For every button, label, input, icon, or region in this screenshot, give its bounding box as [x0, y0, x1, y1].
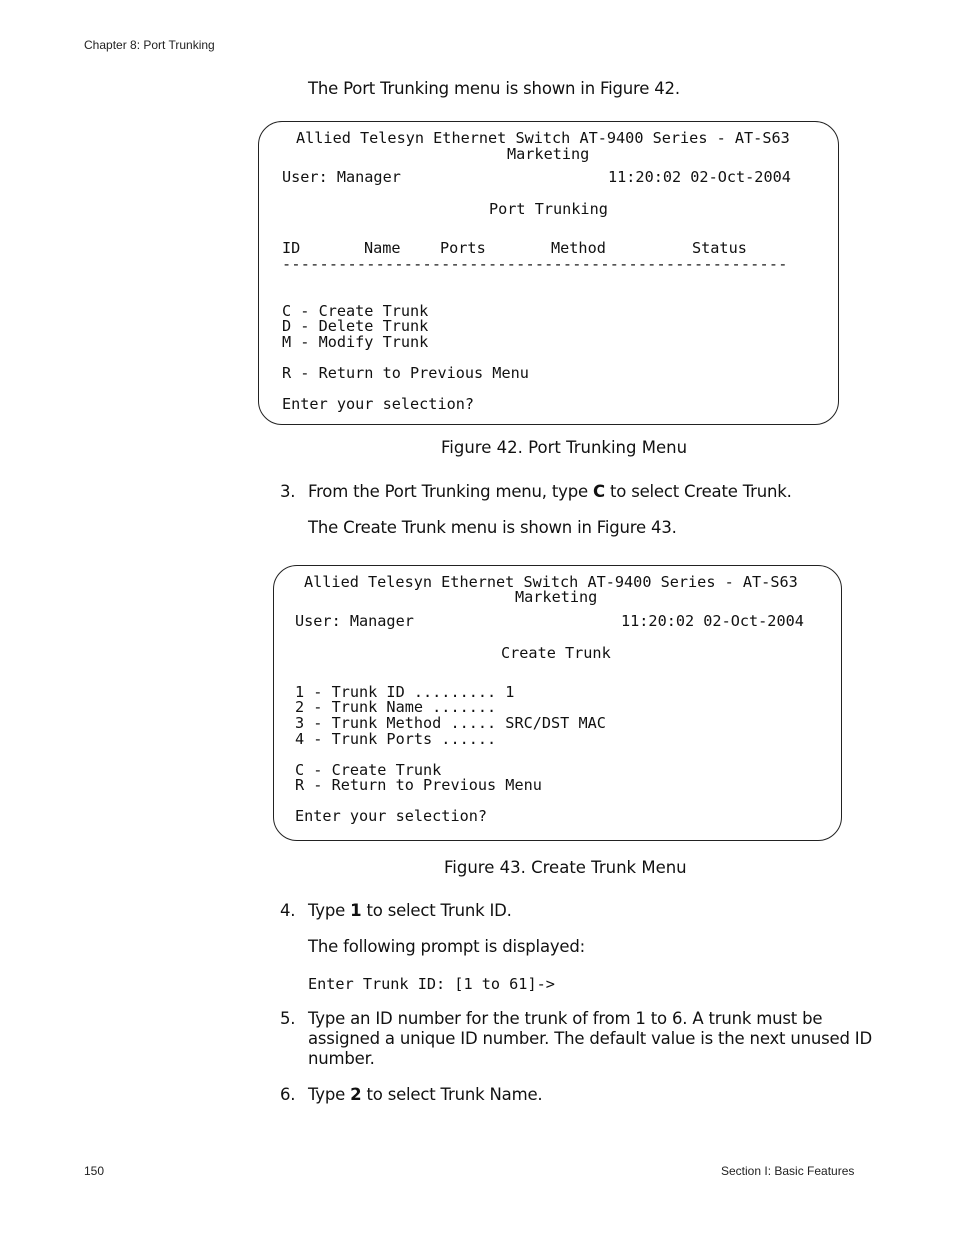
intro-text-1: The Port Trunking menu is shown in Figure 42. [308, 79, 680, 98]
terminal-user: User: Manager [295, 612, 414, 630]
step-6-number: 6. [280, 1085, 296, 1104]
intro-text-2: The Create Trunk menu is shown in Figure 43. [308, 518, 677, 537]
step-4-before: Type [308, 901, 351, 920]
selection-prompt: Enter your selection? [282, 395, 475, 413]
step-6-key: 2 [350, 1085, 362, 1104]
step-6-before: Type [308, 1085, 351, 1104]
option-delete: D - Delete Trunk [282, 317, 429, 335]
selection-prompt: Enter your selection? [295, 807, 488, 825]
figure-43-caption: Figure 43. Create Trunk Menu [444, 858, 687, 877]
step-6-text [308, 1085, 542, 1104]
terminal-title: Allied Telesyn Ethernet Switch AT-9400 Series - AT-S63 [304, 573, 798, 591]
menu-title: Port Trunking [489, 200, 608, 218]
field-trunk-name: 2 - Trunk Name ....... [295, 698, 497, 716]
terminal-subtitle: Marketing [507, 145, 590, 163]
option-create: C - Create Trunk [295, 761, 442, 779]
step-4-number: 4. [280, 901, 296, 920]
step-5-line-2: assigned a unique ID number. The default value is the next unused ID [308, 1029, 872, 1048]
chapter-header: Chapter 8: Port Trunking [84, 38, 215, 52]
column-name: Name [364, 239, 401, 257]
terminal-timestamp: 11:20:02 02-Oct-2004 [608, 168, 791, 186]
option-return: R - Return to Previous Menu [295, 776, 542, 794]
step-4-after: to select Trunk ID. [361, 901, 512, 920]
step-3-key: C [593, 482, 605, 501]
field-trunk-method: 3 - Trunk Method ..... SRC/DST MAC [295, 714, 606, 732]
column-status: Status [692, 239, 747, 257]
step-3-after: to select Create Trunk. [604, 482, 792, 501]
step-3-before: From the Port Trunking menu, type [308, 482, 594, 501]
column-ports: Ports [440, 239, 486, 257]
step-5-line-3: number. [308, 1049, 375, 1068]
option-return: R - Return to Previous Menu [282, 364, 529, 382]
figure-42-caption: Figure 42. Port Trunking Menu [441, 438, 688, 457]
terminal-title: Allied Telesyn Ethernet Switch AT-9400 Series - AT-S63 [296, 129, 790, 147]
step-3-text [308, 482, 792, 501]
step-4-text [308, 901, 512, 920]
terminal-timestamp: 11:20:02 02-Oct-2004 [621, 612, 804, 630]
step-4-key: 1 [350, 901, 362, 920]
option-modify: M - Modify Trunk [282, 333, 429, 351]
table-divider: ------------------------------------------------------ [282, 255, 788, 273]
section-footer: Section I: Basic Features [721, 1164, 855, 1178]
column-method: Method [551, 239, 606, 257]
step-6-after: to select Trunk Name. [361, 1085, 543, 1104]
field-trunk-id: 1 - Trunk ID ......... 1 [295, 683, 515, 701]
menu-title: Create Trunk [501, 644, 611, 662]
prompt-intro: The following prompt is displayed: [308, 937, 586, 956]
step-5-line-1: Type an ID number for the trunk of from 1 to 6. A trunk must be [308, 1009, 823, 1028]
code-prompt: Enter Trunk ID: [1 to 61]-> [308, 975, 555, 993]
terminal-user: User: Manager [282, 168, 401, 186]
terminal-subtitle: Marketing [515, 588, 598, 606]
step-5-number: 5. [280, 1009, 296, 1028]
field-trunk-ports: 4 - Trunk Ports ...... [295, 730, 497, 748]
column-id: ID [282, 239, 301, 257]
option-create: C - Create Trunk [282, 302, 429, 320]
page-number: 150 [84, 1164, 105, 1178]
step-3-number: 3. [280, 482, 296, 501]
